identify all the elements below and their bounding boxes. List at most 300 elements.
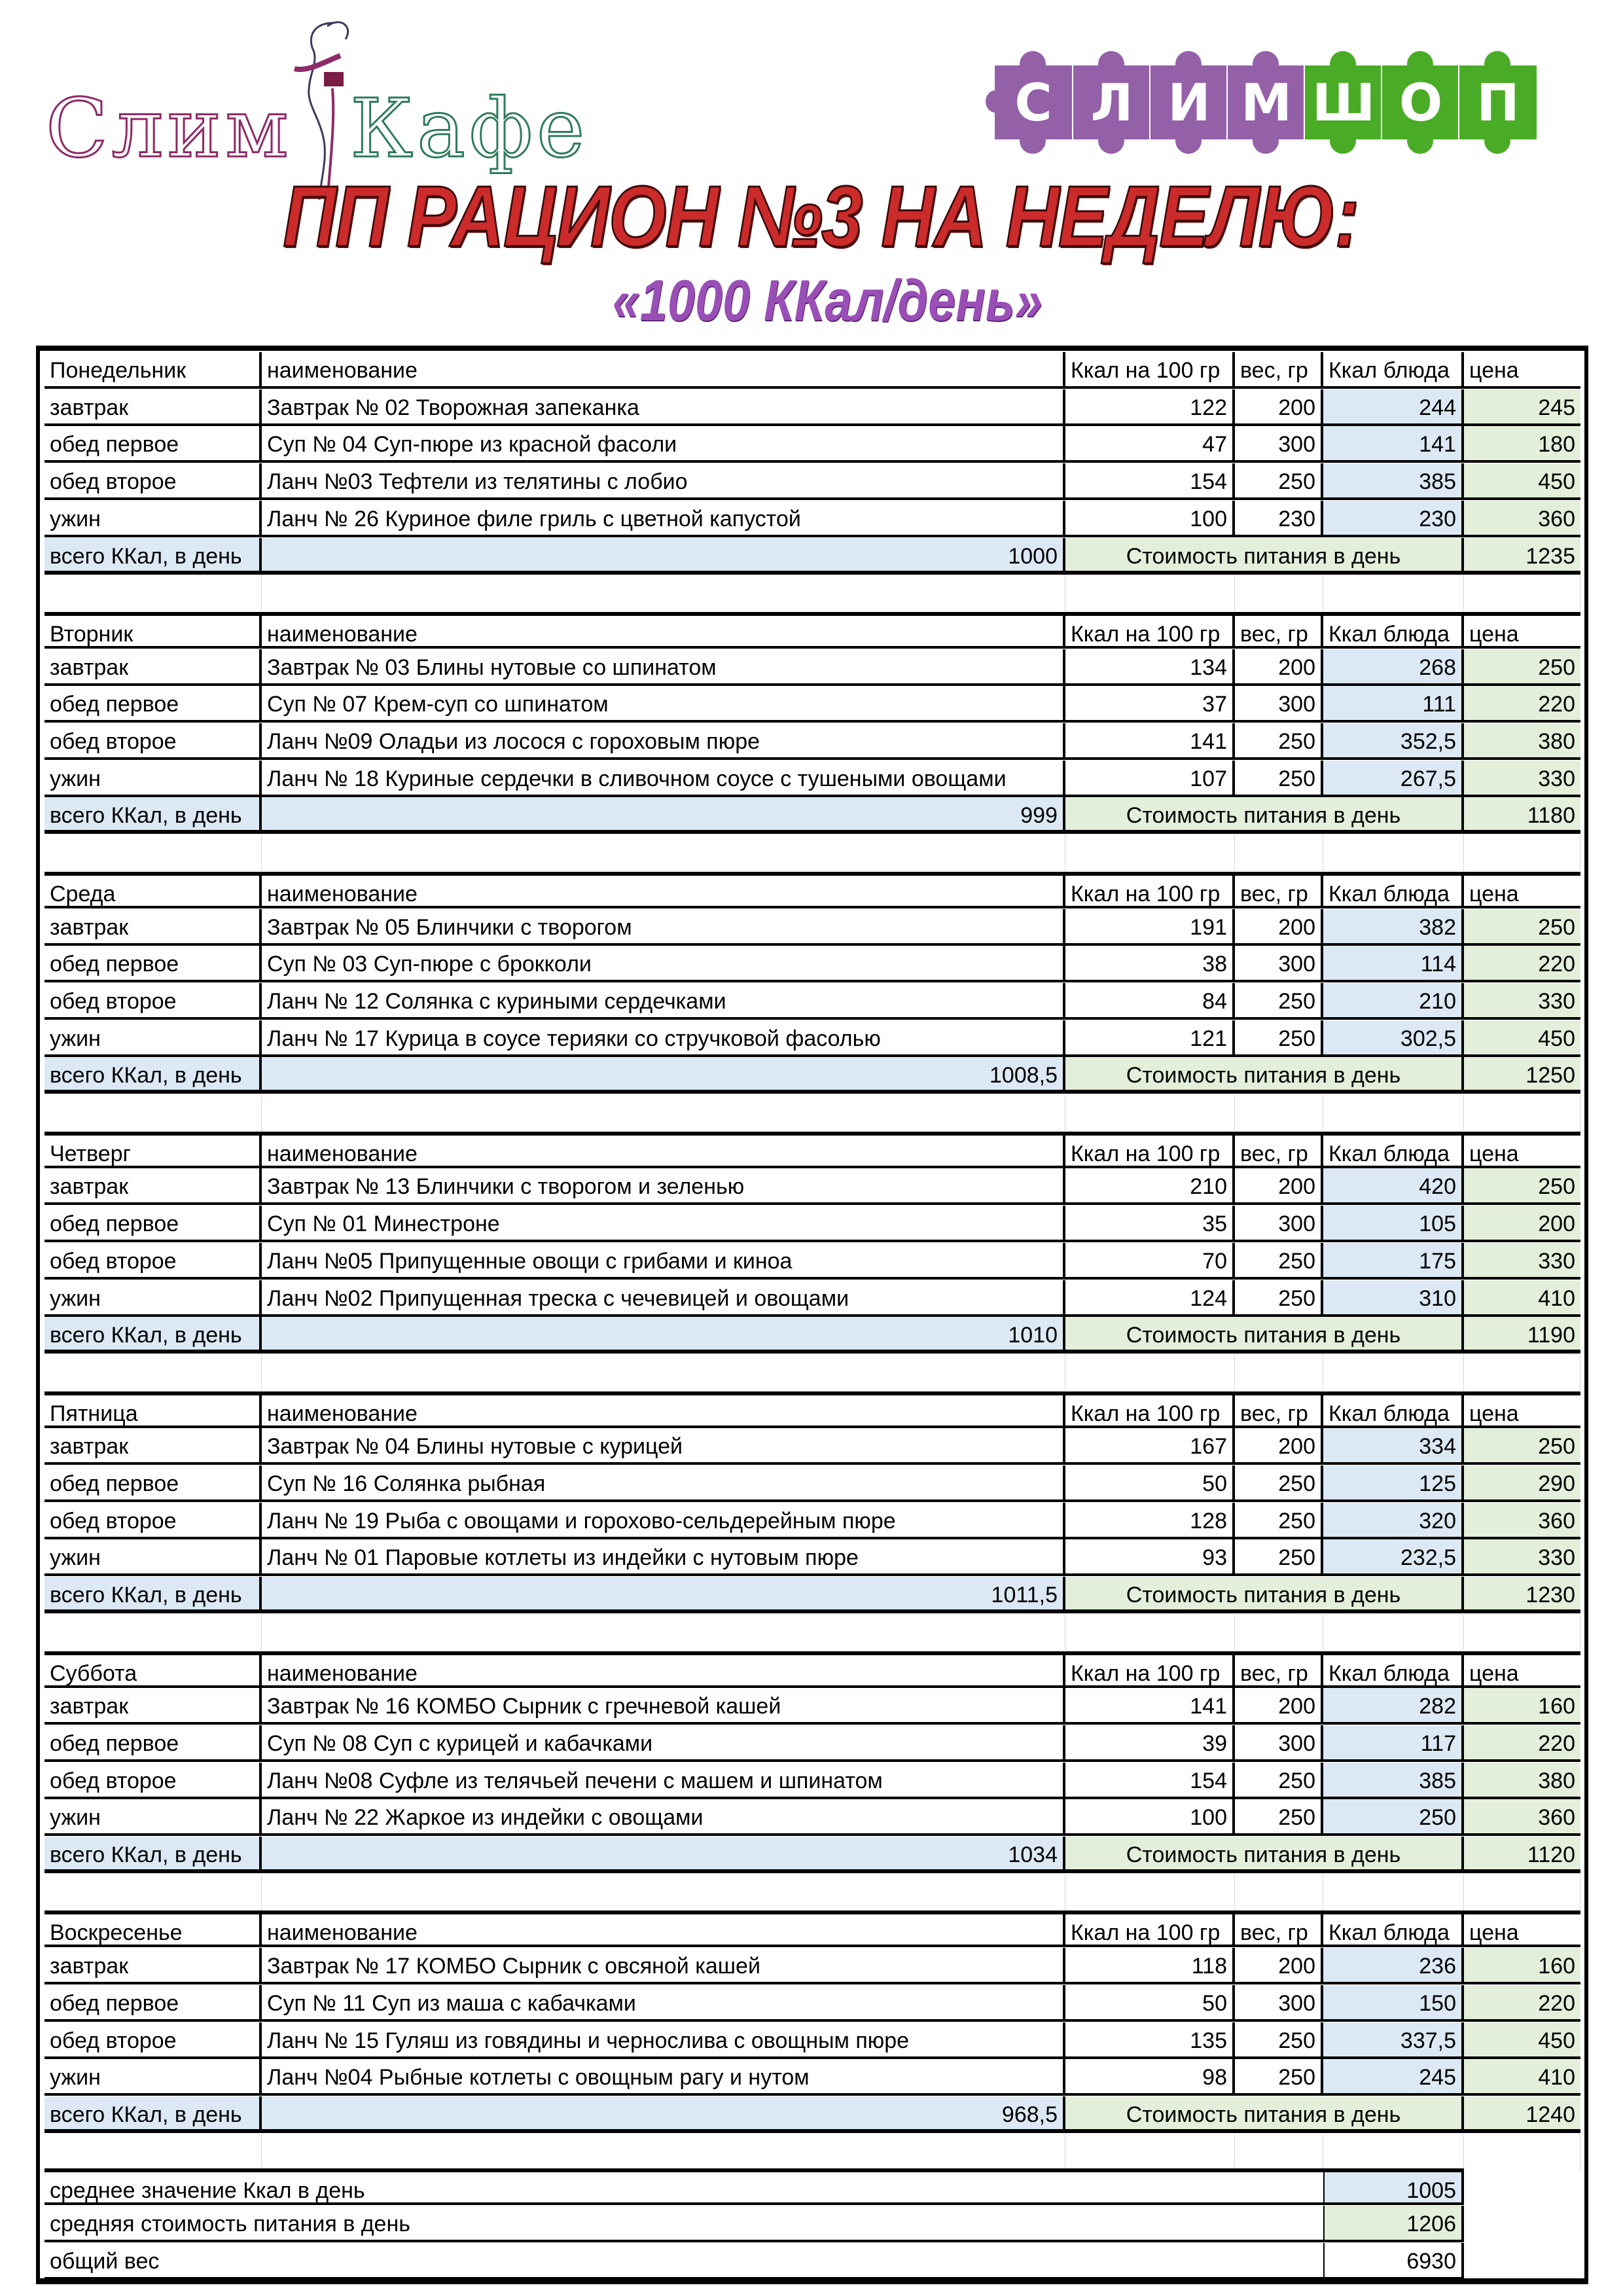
meal-row xyxy=(45,1020,1580,1057)
total-kcal-label: всего ККал, в день xyxy=(45,1317,262,1354)
column-header-kcal-per-100g: Ккал на 100 гр xyxy=(1065,352,1235,389)
dish-price: 220 xyxy=(1464,686,1580,723)
puzzle-piece xyxy=(1304,65,1382,139)
column-header-name: наименование xyxy=(262,1391,1065,1428)
column-header-price: цена xyxy=(1464,872,1580,908)
page-title: ПП РАЦИОН №3 НА НЕДЕЛЮ: xyxy=(283,168,1359,264)
column-header-dish-kcal: Ккал блюда xyxy=(1323,1132,1464,1168)
column-header-price: цена xyxy=(1464,1910,1580,1947)
dish-kcal: 111 xyxy=(1323,686,1464,723)
day-name: Среда xyxy=(45,872,262,908)
dish-name[interactable]: Ланч № 12 Солянка с куриными сердечками xyxy=(262,983,1065,1020)
total-kcal-label: всего ККал, в день xyxy=(45,2096,262,2133)
empty-cell xyxy=(45,1874,262,1910)
meal-type: завтрак xyxy=(45,1688,262,1725)
day-cost-label: Стоимость питания в день xyxy=(1065,797,1464,834)
day-total-row xyxy=(45,538,1580,575)
kcal-per-100g: 128 xyxy=(1065,1503,1235,1539)
kcal-per-100g: 84 xyxy=(1065,983,1235,1020)
meal-row xyxy=(45,1799,1580,1836)
day-cost-label: Стоимость питания в день xyxy=(1065,1057,1464,1094)
summary-row xyxy=(45,2243,1580,2280)
meal-type: ужин xyxy=(45,2059,262,2096)
dish-kcal: 125 xyxy=(1323,1465,1464,1502)
weight-grams: 250 xyxy=(1235,1243,1323,1280)
meal-row xyxy=(45,1688,1580,1725)
weight-grams: 250 xyxy=(1235,723,1323,760)
empty-cell xyxy=(1235,1874,1323,1910)
page-subtitle: «1000 ККал/день» xyxy=(612,268,1043,332)
day-header-row xyxy=(45,1132,1580,1168)
total-kcal-label: всего ККал, в день xyxy=(45,1837,262,1873)
meal-type: завтрак xyxy=(45,1168,262,1205)
column-header-name: наименование xyxy=(262,1132,1065,1168)
day-name: Суббота xyxy=(45,1651,262,1688)
summary-label: средняя стоимость питания в день xyxy=(45,2206,1323,2242)
empty-cell xyxy=(1065,834,1235,871)
weight-grams: 250 xyxy=(1235,463,1323,500)
empty-cell xyxy=(1065,1094,1235,1131)
meal-type: завтрак xyxy=(45,1948,262,1984)
meal-type: обед первое xyxy=(45,686,262,723)
dish-name[interactable]: Завтрак № 16 КОМБО Сырник с гречневой кашей xyxy=(262,1688,1065,1725)
empty-cell xyxy=(1464,1094,1580,1131)
meal-type: ужин xyxy=(45,501,262,537)
weight-grams: 200 xyxy=(1235,1688,1323,1725)
kcal-per-100g: 100 xyxy=(1065,1799,1235,1836)
empty-cell xyxy=(1323,1874,1464,1910)
meal-type: обед первое xyxy=(45,1465,262,1502)
kcal-per-100g: 39 xyxy=(1065,1725,1235,1762)
dish-price: 160 xyxy=(1464,1688,1580,1725)
dish-price: 450 xyxy=(1464,463,1580,500)
dish-name[interactable]: Суп № 08 Суп с курицей и кабачками xyxy=(262,1725,1065,1762)
meal-type: завтрак xyxy=(45,389,262,426)
meal-type: обед первое xyxy=(45,1985,262,2022)
day-header-row xyxy=(45,1651,1580,1688)
dish-kcal: 334 xyxy=(1323,1428,1464,1465)
column-header-kcal-per-100g: Ккал на 100 гр xyxy=(1065,1391,1235,1428)
dish-price: 200 xyxy=(1464,1206,1580,1242)
weight-grams: 250 xyxy=(1235,2022,1323,2059)
total-kcal-label: всего ККал, в день xyxy=(45,538,262,575)
dish-name[interactable]: Завтрак № 04 Блины нутовые с курицей xyxy=(262,1428,1065,1465)
total-kcal-value: 1011,5 xyxy=(262,1577,1065,1613)
dish-price: 290 xyxy=(1464,1465,1580,1502)
kcal-per-100g: 167 xyxy=(1065,1428,1235,1465)
meal-row xyxy=(45,1465,1580,1502)
total-kcal-value: 968,5 xyxy=(262,2096,1065,2133)
empty-cell xyxy=(1464,2134,1580,2170)
weight-grams: 300 xyxy=(1235,1725,1323,1762)
empty-cell xyxy=(1235,834,1323,871)
kcal-per-100g: 107 xyxy=(1065,761,1235,797)
day-total-row xyxy=(45,1577,1580,1613)
column-header-kcal-per-100g: Ккал на 100 гр xyxy=(1065,612,1235,649)
kcal-per-100g: 134 xyxy=(1065,649,1235,686)
meal-row xyxy=(45,2022,1580,2059)
dish-kcal: 150 xyxy=(1323,1985,1464,2022)
dish-price: 245 xyxy=(1464,389,1580,426)
puzzle-letter: М xyxy=(1241,74,1292,133)
dish-kcal: 385 xyxy=(1323,463,1464,500)
meal-row xyxy=(45,1948,1580,1984)
meal-type: обед первое xyxy=(45,1725,262,1762)
meal-row xyxy=(45,1763,1580,1799)
column-header-weight: вес, гр xyxy=(1235,1132,1323,1168)
kcal-per-100g: 118 xyxy=(1065,1948,1235,1984)
day-total-row xyxy=(45,1837,1580,1873)
meal-type: обед второе xyxy=(45,1243,262,1280)
meal-type: обед второе xyxy=(45,463,262,500)
meal-type: обед первое xyxy=(45,946,262,982)
column-header-kcal-per-100g: Ккал на 100 гр xyxy=(1065,1910,1235,1947)
meal-row xyxy=(45,909,1580,946)
meal-row xyxy=(45,983,1580,1020)
empty-cell xyxy=(1235,1094,1323,1131)
kcal-per-100g: 47 xyxy=(1065,426,1235,463)
dish-kcal: 382 xyxy=(1323,909,1464,946)
day-header-row xyxy=(45,872,1580,908)
dish-kcal: 236 xyxy=(1323,1948,1464,1984)
meal-type: обед второе xyxy=(45,2022,262,2059)
puzzle-piece xyxy=(1458,65,1537,139)
column-header-weight: вес, гр xyxy=(1235,872,1323,908)
meal-type: обед первое xyxy=(45,1206,262,1242)
dish-name[interactable]: Ланч № 18 Куриные сердечки в сливочном соусе с тушеными овощами xyxy=(262,761,1065,797)
empty-cell xyxy=(262,575,1065,611)
dish-price: 380 xyxy=(1464,1763,1580,1799)
puzzle-letter: П xyxy=(1476,74,1520,133)
puzzle-piece xyxy=(995,65,1072,139)
empty-cell xyxy=(262,2134,1065,2170)
puzzle-letter: О xyxy=(1399,74,1443,133)
spacer-row xyxy=(45,834,1580,871)
dish-price: 220 xyxy=(1464,946,1580,982)
dish-name[interactable]: Суп № 07 Крем-суп со шпинатом xyxy=(262,686,1065,723)
weight-grams: 200 xyxy=(1235,1168,1323,1205)
slim-cafe-word1: Слим xyxy=(46,82,293,176)
dish-name[interactable]: Ланч №05 Припущенные овощи с грибами и киноа xyxy=(262,1243,1065,1280)
day-cost-value: 1230 xyxy=(1464,1577,1580,1613)
weight-grams: 250 xyxy=(1235,761,1323,797)
meal-row xyxy=(45,946,1580,982)
empty-cell xyxy=(1323,1354,1464,1391)
total-kcal-value: 999 xyxy=(262,797,1065,834)
empty-cell xyxy=(45,1614,262,1651)
dish-price: 380 xyxy=(1464,723,1580,760)
day-name: Воскресенье xyxy=(45,1910,262,1947)
total-kcal-value: 1034 xyxy=(262,1837,1065,1873)
meal-type: обед второе xyxy=(45,983,262,1020)
dish-price: 250 xyxy=(1464,909,1580,946)
column-header-name: наименование xyxy=(262,872,1065,908)
dish-price: 410 xyxy=(1464,1280,1580,1317)
column-header-weight: вес, гр xyxy=(1235,612,1323,649)
empty-cell xyxy=(262,1874,1065,1910)
puzzle-piece xyxy=(1072,65,1150,139)
empty-cell xyxy=(1235,1614,1323,1651)
dish-name[interactable]: Ланч №04 Рыбные котлеты с овощным рагу и нутом xyxy=(262,2059,1065,2096)
dish-name[interactable]: Ланч №03 Тефтели из телятины с лобио xyxy=(262,463,1065,500)
empty-cell xyxy=(1065,2134,1235,2170)
dish-name[interactable]: Ланч № 15 Гуляш из говядины и чернослива с овощным пюре xyxy=(262,2022,1065,2059)
summary-value: 1206 xyxy=(1323,2206,1464,2242)
dish-name[interactable]: Ланч № 17 Курица в соусе терияки со стручковой фасолью xyxy=(262,1020,1065,1057)
empty-cell xyxy=(1235,1354,1323,1391)
dish-kcal: 420 xyxy=(1323,1168,1464,1205)
day-cost-label: Стоимость питания в день xyxy=(1065,538,1464,575)
meal-row xyxy=(45,389,1580,426)
meal-row xyxy=(45,463,1580,500)
slim-cafe-word2: Кафе xyxy=(350,82,589,176)
dish-name[interactable]: Суп № 04 Суп-пюре из красной фасоли xyxy=(262,426,1065,463)
column-header-dish-kcal: Ккал блюда xyxy=(1323,872,1464,908)
day-cost-value: 1190 xyxy=(1464,1317,1580,1354)
weight-grams: 300 xyxy=(1235,946,1323,982)
dish-name[interactable]: Ланч № 22 Жаркое из индейки с овощами xyxy=(262,1799,1065,1836)
weight-grams: 300 xyxy=(1235,686,1323,723)
dish-name[interactable]: Ланч №02 Припущенная треска с чечевицей и овощами xyxy=(262,1280,1065,1317)
weight-grams: 250 xyxy=(1235,1763,1323,1799)
dish-kcal: 337,5 xyxy=(1323,2022,1464,2059)
meal-type: завтрак xyxy=(45,649,262,686)
meal-row xyxy=(45,1168,1580,1205)
meal-row xyxy=(45,1206,1580,1242)
day-cost-label: Стоимость питания в день xyxy=(1065,1837,1464,1873)
dish-kcal: 385 xyxy=(1323,1763,1464,1799)
puzzle-letter: И xyxy=(1168,74,1211,133)
kcal-per-100g: 38 xyxy=(1065,946,1235,982)
meal-row xyxy=(45,1428,1580,1465)
dish-name[interactable]: Завтрак № 03 Блины нутовые со шпинатом xyxy=(262,649,1065,686)
column-header-weight: вес, гр xyxy=(1235,1391,1323,1428)
column-header-price: цена xyxy=(1464,1132,1580,1168)
meal-type: обед первое xyxy=(45,426,262,463)
column-header-name: наименование xyxy=(262,352,1065,389)
meal-type: обед второе xyxy=(45,1503,262,1539)
column-header-name: наименование xyxy=(262,1651,1065,1688)
spacer-row xyxy=(45,1874,1580,1910)
dish-name[interactable]: Завтрак № 13 Блинчики с творогом и зеленью xyxy=(262,1168,1065,1205)
dish-name[interactable]: Суп № 11 Суп из маша с кабачками xyxy=(262,1985,1065,2022)
spacer-row xyxy=(45,1094,1580,1131)
day-cost-label: Стоимость питания в день xyxy=(1065,1317,1464,1354)
dish-name[interactable]: Завтрак № 05 Блинчики с творогом xyxy=(262,909,1065,946)
column-header-name: наименование xyxy=(262,1910,1065,1947)
weight-grams: 300 xyxy=(1235,1206,1323,1242)
total-kcal-label: всего ККал, в день xyxy=(45,1057,262,1094)
puzzle-letter: Л xyxy=(1090,74,1133,133)
meal-row xyxy=(45,1280,1580,1317)
kcal-per-100g: 93 xyxy=(1065,1539,1235,1576)
empty-cell xyxy=(1464,834,1580,871)
day-cost-value: 1240 xyxy=(1464,2096,1580,2133)
dish-name[interactable]: Ланч №08 Суфле из телячьей печени с машем и шпинатом xyxy=(262,1763,1065,1799)
kcal-per-100g: 37 xyxy=(1065,686,1235,723)
kcal-per-100g: 122 xyxy=(1065,389,1235,426)
weight-grams: 250 xyxy=(1235,1539,1323,1576)
dish-kcal: 320 xyxy=(1323,1503,1464,1539)
column-header-name: наименование xyxy=(262,612,1065,649)
puzzle-piece xyxy=(1381,65,1459,139)
empty-cell xyxy=(45,1094,262,1131)
empty-cell xyxy=(1065,1354,1235,1391)
dish-price: 220 xyxy=(1464,1985,1580,2022)
meal-row xyxy=(45,723,1580,760)
day-total-row xyxy=(45,1057,1580,1094)
column-header-dish-kcal: Ккал блюда xyxy=(1323,612,1464,649)
dish-price: 330 xyxy=(1464,1243,1580,1280)
summary-row xyxy=(45,2168,1580,2205)
dish-name[interactable]: Ланч № 01 Паровые котлеты из индейки с нутовым пюре xyxy=(262,1539,1065,1576)
dish-kcal: 244 xyxy=(1323,389,1464,426)
empty-cell xyxy=(262,1354,1065,1391)
dish-kcal: 245 xyxy=(1323,2059,1464,2096)
dish-kcal: 352,5 xyxy=(1323,723,1464,760)
dish-price: 360 xyxy=(1464,1799,1580,1836)
dish-price: 180 xyxy=(1464,426,1580,463)
empty-cell xyxy=(1235,575,1323,611)
dish-name[interactable]: Завтрак № 17 КОМБО Сырник с овсяной кашей xyxy=(262,1948,1065,1984)
day-cost-value: 1235 xyxy=(1464,538,1580,575)
dish-kcal: 302,5 xyxy=(1323,1020,1464,1057)
empty-cell xyxy=(1464,1614,1580,1651)
kcal-per-100g: 100 xyxy=(1065,501,1235,537)
meal-type: ужин xyxy=(45,1020,262,1057)
dish-kcal: 310 xyxy=(1323,1280,1464,1317)
empty-cell xyxy=(1323,1614,1464,1651)
empty-cell xyxy=(1464,1354,1580,1391)
weight-grams: 250 xyxy=(1235,2059,1323,2096)
empty-cell xyxy=(45,2134,262,2170)
kcal-per-100g: 210 xyxy=(1065,1168,1235,1205)
weight-grams: 200 xyxy=(1235,389,1323,426)
summary-label: среднее значение Ккал в день xyxy=(45,2168,1323,2205)
meal-row xyxy=(45,1725,1580,1762)
day-cost-value: 1250 xyxy=(1464,1057,1580,1094)
column-header-dish-kcal: Ккал блюда xyxy=(1323,1910,1464,1947)
weight-grams: 200 xyxy=(1235,1948,1323,1984)
weight-grams: 250 xyxy=(1235,1280,1323,1317)
puzzle-piece xyxy=(1226,65,1305,139)
kcal-per-100g: 124 xyxy=(1065,1280,1235,1317)
dish-kcal: 141 xyxy=(1323,426,1464,463)
day-total-row xyxy=(45,2096,1580,2133)
meal-type: ужин xyxy=(45,1539,262,1576)
dish-price: 330 xyxy=(1464,761,1580,797)
column-header-price: цена xyxy=(1464,1391,1580,1428)
kcal-per-100g: 121 xyxy=(1065,1020,1235,1057)
meal-row xyxy=(45,2059,1580,2096)
meal-type: ужин xyxy=(45,761,262,797)
empty-cell xyxy=(45,575,262,611)
summary-row xyxy=(45,2206,1580,2242)
dish-name[interactable]: Суп № 01 Минестроне xyxy=(262,1206,1065,1242)
summary-value: 6930 xyxy=(1323,2243,1464,2280)
dish-kcal: 232,5 xyxy=(1323,1539,1464,1576)
meal-row xyxy=(45,686,1580,723)
dish-name[interactable]: Ланч № 19 Рыба с овощами и горохово-сельдерейным пюре xyxy=(262,1503,1065,1539)
column-header-weight: вес, гр xyxy=(1235,352,1323,389)
weight-grams: 200 xyxy=(1235,649,1323,686)
dish-name[interactable]: Суп № 16 Солянка рыбная xyxy=(262,1465,1065,1502)
empty-cell xyxy=(1464,1874,1580,1910)
kcal-per-100g: 141 xyxy=(1065,723,1235,760)
dish-price: 360 xyxy=(1464,501,1580,537)
puzzle-letter: С xyxy=(1014,74,1052,133)
meal-row xyxy=(45,501,1580,537)
dish-name[interactable]: Ланч № 26 Куриное филе гриль с цветной капустой xyxy=(262,501,1065,537)
day-total-row xyxy=(45,797,1580,834)
kcal-per-100g: 154 xyxy=(1065,463,1235,500)
weight-grams: 250 xyxy=(1235,983,1323,1020)
empty-cell xyxy=(1065,1874,1235,1910)
summary-value: 1005 xyxy=(1323,2168,1464,2205)
total-kcal-value: 1008,5 xyxy=(262,1057,1065,1094)
dish-kcal: 175 xyxy=(1323,1243,1464,1280)
dish-kcal: 117 xyxy=(1323,1725,1464,1762)
meal-type: обед второе xyxy=(45,1763,262,1799)
column-header-price: цена xyxy=(1464,352,1580,389)
total-kcal-label: всего ККал, в день xyxy=(45,1577,262,1613)
dish-price: 330 xyxy=(1464,983,1580,1020)
dish-kcal: 250 xyxy=(1323,1799,1464,1836)
dish-name[interactable]: Суп № 03 Суп-пюре с брокколи xyxy=(262,946,1065,982)
empty-cell xyxy=(1323,1094,1464,1131)
empty-cell xyxy=(45,834,262,871)
column-header-kcal-per-100g: Ккал на 100 гр xyxy=(1065,1651,1235,1688)
empty-cell xyxy=(262,1614,1065,1651)
kcal-per-100g: 70 xyxy=(1065,1243,1235,1280)
weight-grams: 300 xyxy=(1235,426,1323,463)
dish-kcal: 105 xyxy=(1323,1206,1464,1242)
weight-grams: 250 xyxy=(1235,1020,1323,1057)
total-kcal-value: 1000 xyxy=(262,538,1065,575)
spacer-row xyxy=(45,1354,1580,1391)
kcal-per-100g: 191 xyxy=(1065,909,1235,946)
empty-cell xyxy=(262,834,1065,871)
day-header-row xyxy=(45,352,1580,389)
weight-grams: 300 xyxy=(1235,1985,1323,2022)
column-header-price: цена xyxy=(1464,1651,1580,1688)
empty-cell xyxy=(1464,575,1580,611)
day-total-row xyxy=(45,1317,1580,1354)
day-header-row xyxy=(45,1910,1580,1947)
meal-row xyxy=(45,1243,1580,1280)
dish-price: 330 xyxy=(1464,1539,1580,1576)
dish-kcal: 114 xyxy=(1323,946,1464,982)
dish-price: 450 xyxy=(1464,1020,1580,1057)
puzzle-piece xyxy=(1149,65,1228,139)
column-header-kcal-per-100g: Ккал на 100 гр xyxy=(1065,872,1235,908)
weight-grams: 250 xyxy=(1235,1503,1323,1539)
kcal-per-100g: 141 xyxy=(1065,1688,1235,1725)
dish-name[interactable]: Ланч №09 Оладьи из лосося с гороховым пюре xyxy=(262,723,1065,760)
day-cost-label: Стоимость питания в день xyxy=(1065,1577,1464,1613)
day-header-row xyxy=(45,612,1580,649)
day-name: Понедельник xyxy=(45,352,262,389)
dish-price: 220 xyxy=(1464,1725,1580,1762)
dish-name[interactable]: Завтрак № 02 Творожная запеканка xyxy=(262,389,1065,426)
empty-cell xyxy=(45,1354,262,1391)
meal-row xyxy=(45,649,1580,686)
empty-cell xyxy=(1323,2134,1464,2170)
weight-grams: 230 xyxy=(1235,501,1323,537)
day-cost-value: 1180 xyxy=(1464,797,1580,834)
dish-price: 450 xyxy=(1464,2022,1580,2059)
summary-label: общий вес xyxy=(45,2243,1323,2280)
